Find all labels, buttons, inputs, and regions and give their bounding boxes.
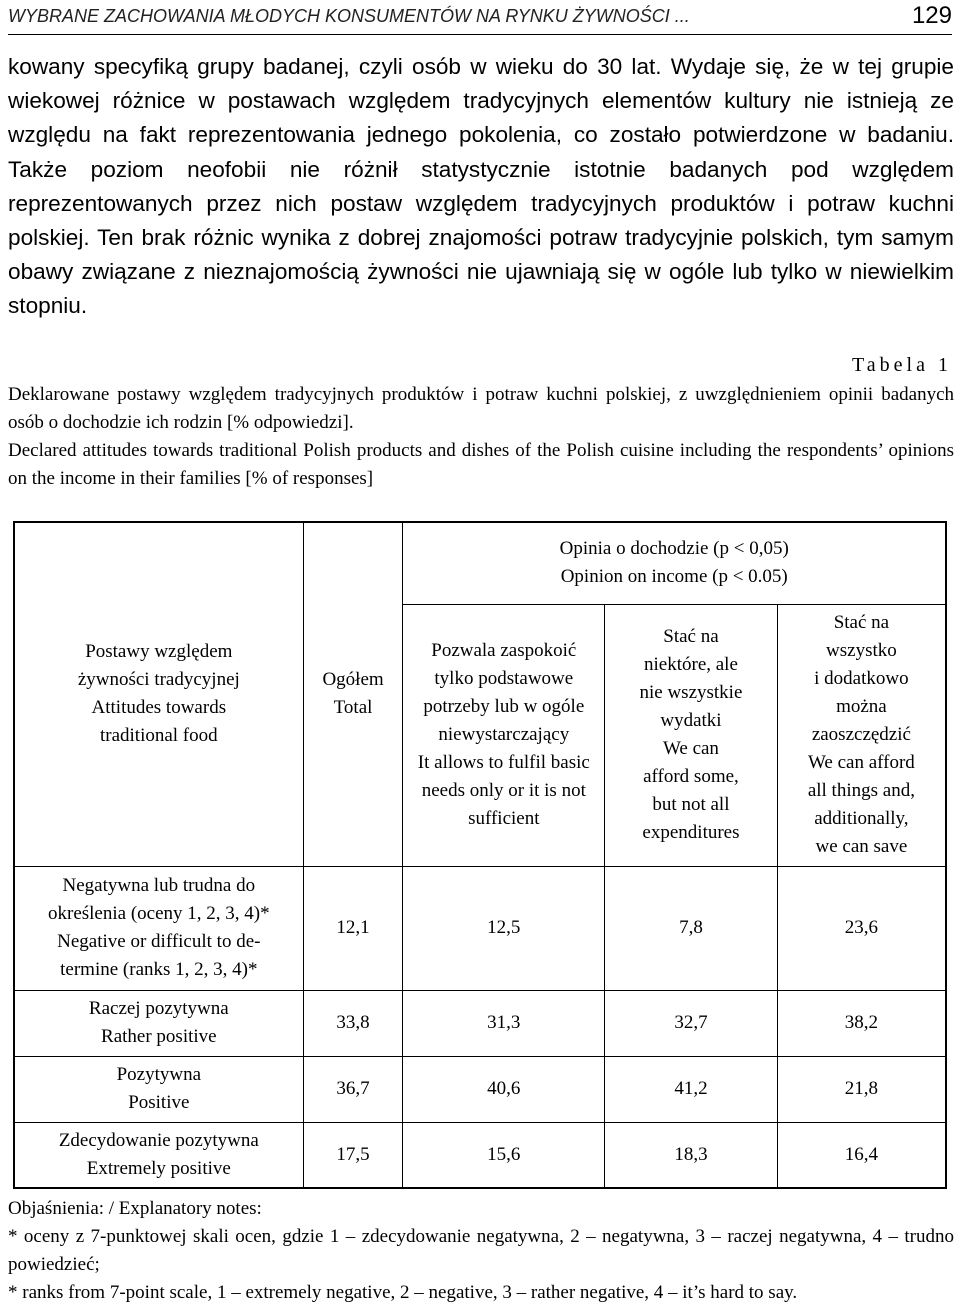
note-en: * ranks from 7-point scale, 1 – extremely negative, 2 – negative, 3 – rather negative, 4 – it’s hard to say. [8, 1282, 798, 1303]
cell-value: 12,5 [403, 866, 605, 990]
body-paragraph: kowany specyfiką grupy badanej, czyli osób w wieku do 30 lat. Wydaje się, że w tej grupie wiekowej różnice w postawach względem tradycyjnych elementów kultury nie istnieją ze względu na fakt reprezentowania jednego pokolenia, co zostało potwierdzone w badaniu. Także poziom neofobii nie różnił statystycznie istotnie badanych pod względem reprezentowanych przez nich postaw względem tradycyjnych produktów i potraw kuchni polskiej. Ten brak różnic wynika z dobrej znajomości potraw tradycyjnie polskich, tym samym obawy związane z nieznajomością żywności nie ujawniają się w ogóle lub tylko w niewielkim stopniu. [8, 54, 954, 319]
table-row [14, 990, 946, 1056]
cell-value: 33,8 [303, 990, 403, 1056]
row-label: Pozytywna Positive [14, 1056, 303, 1122]
header-income-all: Stać na wszystko i dodatkowo można zaoszczędzić We can afford all things and, additionally, we can save [777, 604, 946, 866]
cell-value: 23,6 [777, 866, 946, 990]
cell-value: 15,6 [403, 1122, 605, 1188]
table-caption-en: Declared attitudes towards traditional Polish products and dishes of the Polish cuisine including the respondents’ opinions on the income in their families [% of responses] [8, 440, 954, 489]
data-table [13, 521, 947, 1189]
cell-value: 40,6 [403, 1056, 605, 1122]
cell-value: 32,7 [605, 990, 778, 1056]
header-rule [8, 34, 952, 35]
cell-value: 21,8 [777, 1056, 946, 1122]
note-pl: * oceny z 7-punktowej skali ocen, gdzie 1 – zdecydowanie negatywna, 2 – negatywna, 3 – raczej negatywna, 4 – trudno powiedzieć; [8, 1226, 954, 1275]
row-label: Raczej pozytywna Rather positive [14, 990, 303, 1056]
notes-heading: Objaśnienia: / Explanatory notes: [8, 1198, 262, 1219]
cell-value: 18,3 [605, 1122, 778, 1188]
table-row [14, 1122, 946, 1188]
header-income-opinion: Opinia o dochodzie (p < 0,05) Opinion on income (p < 0.05) [403, 522, 946, 604]
explanatory-notes [8, 1195, 954, 1307]
header-attitudes: Postawy względem żywności tradycyjnej Attitudes towards traditional food [14, 522, 303, 866]
table-caption-pl: Deklarowane postawy względem tradycyjnych produktów i potraw kuchni polskiej, z uwzględnieniem opinii badanych osób o dochodzie ich rodzin [% odpowiedzi]. [8, 384, 954, 433]
cell-value: 36,7 [303, 1056, 403, 1122]
row-label: Zdecydowanie pozytywna Extremely positive [14, 1122, 303, 1188]
cell-value: 38,2 [777, 990, 946, 1056]
page-number: 129 [911, 2, 952, 29]
table-row [14, 866, 946, 990]
cell-value: 41,2 [605, 1056, 778, 1122]
cell-value: 16,4 [777, 1122, 946, 1188]
row-label: Negatywna lub trudna do określenia (oceny 1, 2, 3, 4)* Negative or difficult to de- termine (ranks 1, 2, 3, 4)* [14, 866, 303, 990]
header-income-basic: Pozwala zaspokoić tylko podstawowe potrzeby lub w ogóle niewystarczający It allows to fulfil basic needs only or it is not sufficient [403, 604, 605, 866]
cell-value: 7,8 [605, 866, 778, 990]
header-total: Ogółem Total [303, 522, 403, 866]
running-head [8, 2, 952, 32]
table-number: Tabela 1 [851, 354, 952, 376]
running-head-title: WYBRANE ZACHOWANIA MŁODYCH KONSUMENTÓW NA RYNKU ŻYWNOŚCI ... [8, 6, 690, 26]
cell-value: 12,1 [303, 866, 403, 990]
table-row [14, 1056, 946, 1122]
header-income-some: Stać na niektóre, ale nie wszystkie wydatki We can afford some, but not all expenditures [605, 604, 778, 866]
cell-value: 17,5 [303, 1122, 403, 1188]
cell-value: 31,3 [403, 990, 605, 1056]
